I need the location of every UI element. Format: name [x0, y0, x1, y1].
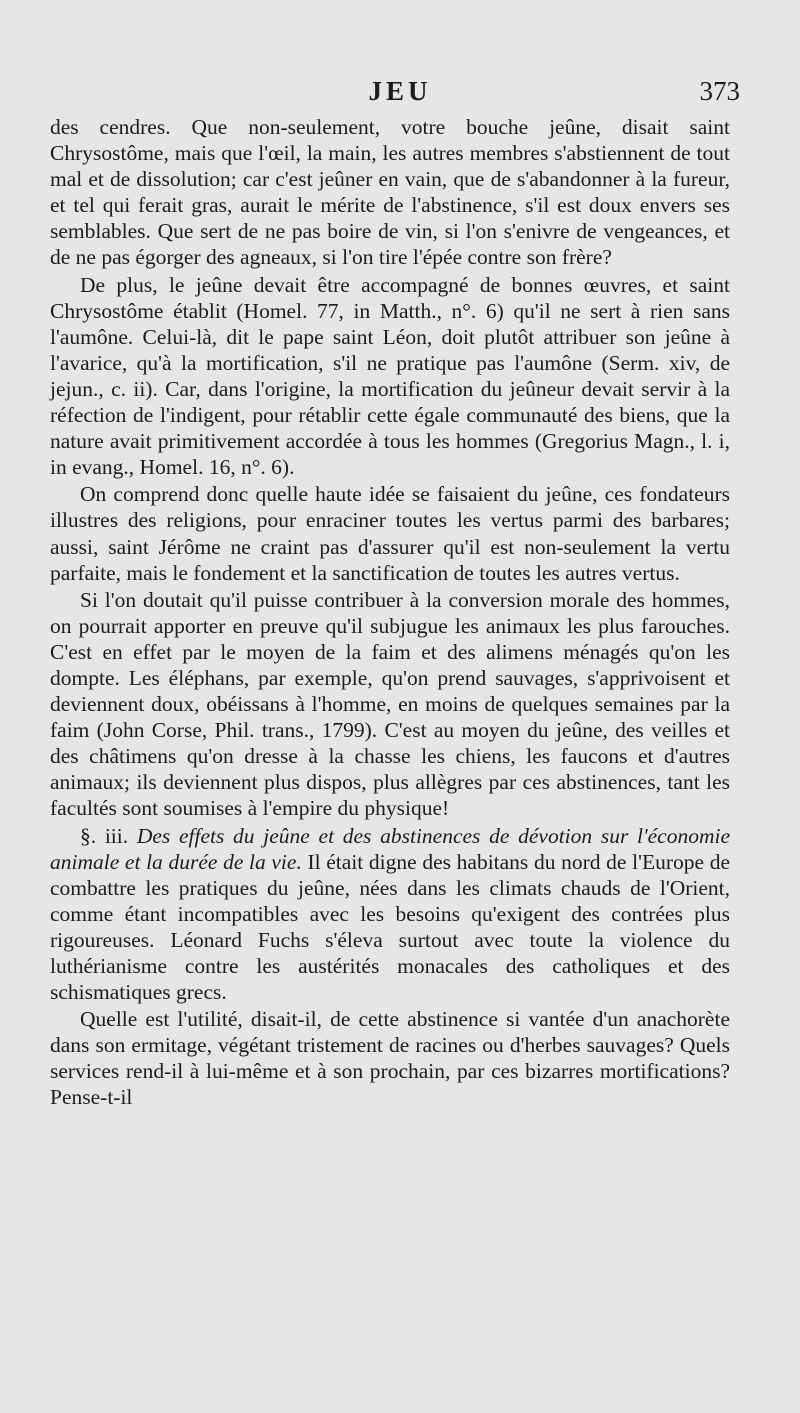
body-text	[50, 114, 730, 1111]
section-body: Il était digne des habitans du nord de l'Europe de combattre les pratiques du jeûne, nées dans les climats chauds de l'Orient, comme étant incompatibles avec les besoins qu'exigent des contrées plus rigoureuses. Léonard Fuchs s'éleva surtout avec toute la violence du luthérianisme contre les austérités monacales des catholiques et des schismatiques grecs.	[50, 849, 730, 1005]
section-paragraph	[50, 823, 730, 1006]
running-title: JEU	[368, 76, 432, 106]
section-heading: Des effets du jeûne et des abstinences de dévotion sur l'économie animale et la durée de la vie.	[50, 823, 730, 874]
paragraph-2: De plus, le jeûne devait être accompagné de bonnes œuvres, et saint Chrysostôme établit (Homel. 77, in Matth., n°. 6) qu'il ne sert à rien sans l'aumône. Celui-là, dit le pape saint Léon, doit plutôt attribuer son jeûne à l'avarice, qu'à la mortification, s'il ne pratique pas l'aumône (Serm. xiv, de jejun., c. ii). Car, dans l'origine, la mortification du jeûneur devait servir à la réfection de l'indigent, pour rétablir cette égale communauté des biens, que la nature avait primitivement accordée à tous les hommes (Gregorius Magn., l. i, in evang., Homel. 16, n°. 6).	[50, 272, 730, 480]
paragraph-closing: Quelle est l'utilité, disait-il, de cette abstinence si vantée d'un anachorète dans son ermitage, végétant tristement de racines ou d'herbes sauvages? Quels services rend-il à lui-même et à son prochain, par ces bizarres mortifications? Pense-t-il	[50, 1007, 730, 1110]
paragraph-1: des cendres. Que non-seulement, votre bouche jeûne, disait saint Chrysostôme, mais que l'œil, la main, les autres membres s'abstiennent de tout mal et de dissolution; car c'est jeûner en vain, que de s'abandonner à la fureur, et tel qui ferait gras, aurait le mérite de l'abstinence, s'il est doux envers ses semblables. Que sert de ne pas boire de vin, si l'on s'enivre de vengeances, et de ne pas égorger des agneaux, si l'on tire l'épée contre son frère?	[50, 115, 730, 270]
paragraph-3: On comprend donc quelle haute idée se faisaient du jeûne, ces fondateurs illustres des religions, pour enraciner toutes les vertus parmi des barbares; aussi, saint Jérôme ne craint pas d'assurer qu'il est non-seulement la vertu parfaite, mais le fondement et la sanctification de toutes les autres vertus.	[50, 482, 730, 585]
running-head	[0, 76, 800, 112]
section-number: §. iii.	[80, 823, 129, 848]
page-number: 373	[699, 76, 740, 106]
paragraph-4: Si l'on doutait qu'il puisse contribuer à la conversion morale des hommes, on pourrait apporter en preuve qu'il subjugue les animaux les plus farouches. C'est en effet par le moyen de la faim et des alimens ménagés qu'on les dompte. Les éléphans, par exemple, qu'on prend sauvages, s'apprivoisent et deviennent doux, obéissans à l'homme, en moins de quelques semaines par la faim (John Corse, Phil. trans., 1799). C'est au moyen du jeûne, des veilles et des châtimens qu'on dresse à la chasse les chiens, les faucons et d'autres animaux; ils deviennent plus dispos, plus allègres par ces abstinences, tant les facultés sont soumises à l'empire du physique!	[50, 587, 730, 821]
